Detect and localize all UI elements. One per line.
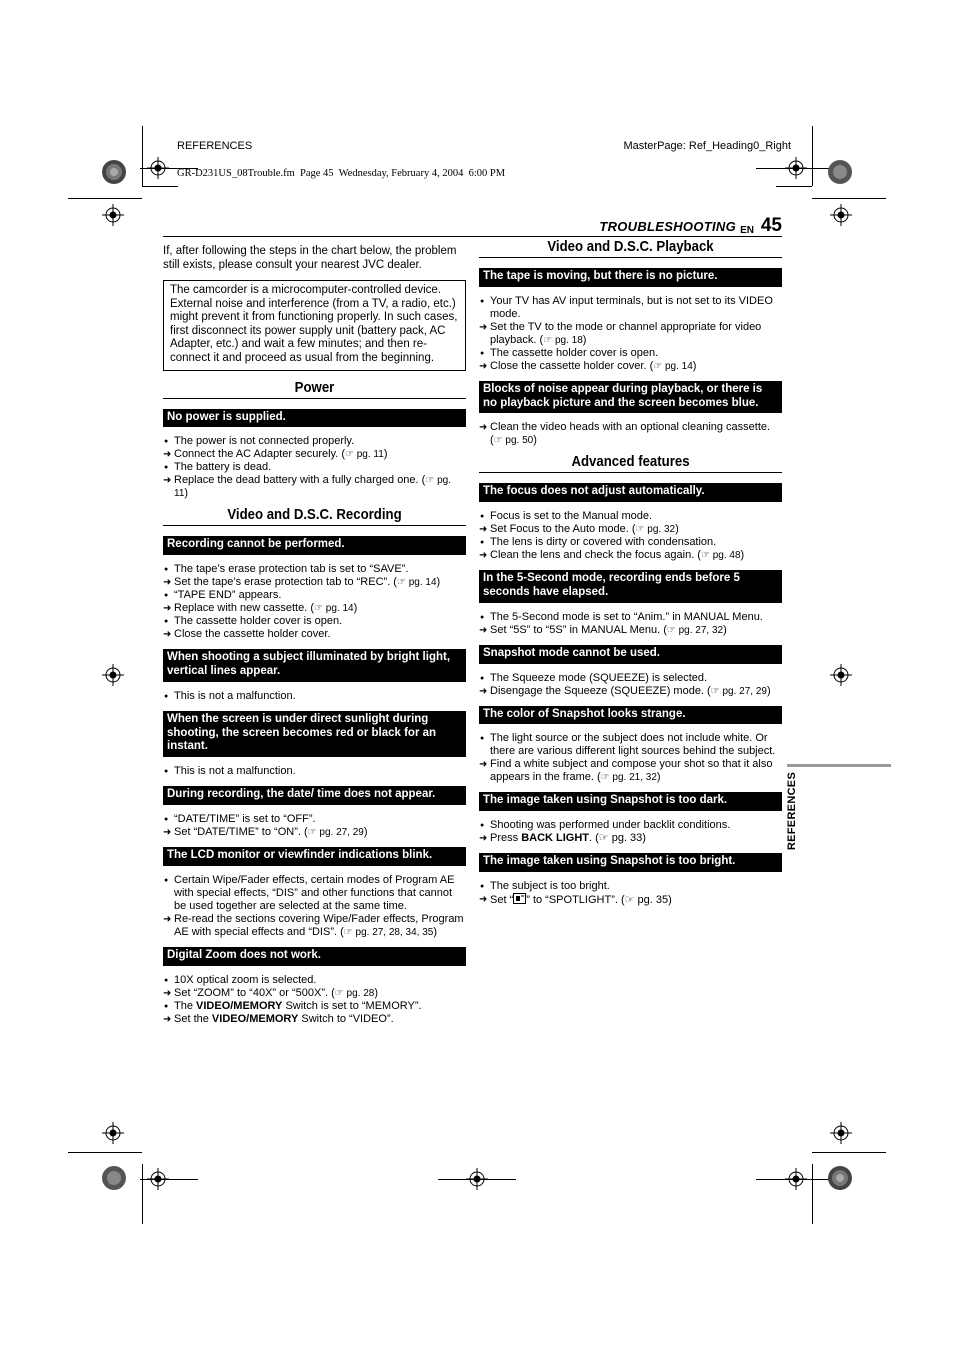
arrow-icon (479, 624, 490, 637)
language-label: EN (740, 225, 754, 236)
remedy-item (163, 602, 466, 615)
item-text: Set “ (490, 893, 514, 906)
header-left-label: REFERENCES (177, 140, 253, 152)
remedy-item (479, 685, 782, 698)
color-rosette-icon (102, 1166, 126, 1190)
left-column (163, 244, 466, 1034)
item-text: 10X optical zoom is selected. (174, 973, 317, 986)
bullet-icon (163, 974, 174, 988)
item-text-after: ) (533, 434, 537, 447)
cause-item (479, 819, 782, 832)
bullet-icon (479, 880, 490, 894)
registration-mark-icon (830, 204, 852, 226)
problem-list (163, 690, 466, 703)
item-text: The cassette holder cover is open. (174, 615, 343, 628)
page-reference: ☞ pg. 14 (653, 360, 693, 372)
registration-mark-icon (785, 157, 807, 179)
arrow-icon (163, 448, 174, 461)
registration-mark-icon (785, 1168, 807, 1190)
item-text: Replace with new cassette. ( (174, 602, 315, 615)
item-text: Set the tape’s erase protection tab to “REC”. ( (174, 576, 397, 589)
cause-item (479, 536, 782, 549)
bullet-icon (479, 819, 490, 833)
cause-item (163, 461, 466, 474)
problem-heading: The LCD monitor or viewfinder indications blink. (163, 847, 466, 866)
color-rosette-icon (102, 160, 126, 184)
item-text: The battery is dead. (174, 461, 272, 474)
problem-list (163, 813, 466, 839)
item-text-after: ) (353, 602, 358, 615)
item-text: Set “ZOOM” to “40X” or “500X”. ( (174, 986, 335, 999)
arrow-icon (163, 576, 174, 589)
item-text: Re-read the sections covering Wipe/Fader effects, Program AE with special effects and “DIS”. ( (174, 912, 464, 938)
item-text: The power is not connected properly. (174, 435, 355, 448)
page-reference: ☞ pg. 27, 32 (666, 624, 724, 636)
remedy-item (479, 360, 782, 373)
section-title: Power (294, 378, 335, 396)
item-text: Shooting was performed under backlit conditions. (490, 819, 731, 832)
bullet-icon (479, 295, 490, 309)
bullet-icon (479, 510, 490, 524)
remedy-item (479, 624, 782, 637)
arrow-icon (163, 474, 174, 487)
item-text: Clean the lens and check the focus again. ( (490, 549, 701, 562)
problem-heading: The image taken using Snapshot is too dark. (479, 792, 782, 811)
remedy-item (479, 893, 782, 907)
section-heading (163, 508, 466, 526)
cause-item (479, 880, 782, 893)
arrow-icon (479, 421, 490, 434)
item-text-after: ) (436, 576, 441, 589)
color-rosette-icon (828, 160, 852, 184)
bullet-icon (479, 672, 490, 686)
problem-heading: The focus does not adjust automatically. (479, 483, 782, 502)
header-right-label: MasterPage: Ref_Heading0_Right (623, 140, 791, 152)
section-title: TROUBLESHOOTING (599, 219, 736, 234)
problem-list (479, 732, 782, 784)
cause-item (479, 347, 782, 360)
section-title: Video and D.S.C. Playback (547, 238, 714, 255)
page-reference: ☞ pg. 32 (635, 524, 676, 536)
item-text-after: ) (383, 448, 388, 461)
item-text-after: Switch is set to “MEMORY”. (282, 999, 422, 1012)
problem-heading: Snapshot mode cannot be used. (479, 645, 782, 664)
page-reference: ☞ pg. 27, 28, 34, 35 (343, 926, 434, 938)
bullet-icon (163, 690, 174, 704)
item-text: Your TV has AV input terminals, but is not set to its VIDEO mode. (490, 294, 773, 320)
right-sections (479, 240, 782, 907)
left-sections (163, 378, 466, 1026)
problem-list (479, 510, 782, 562)
item-text: The 5-Second mode is set to “Anim.” in MANUAL Menu. (490, 610, 763, 623)
page-reference: ☞ pg. 48 (700, 550, 741, 562)
cause-item (479, 732, 782, 758)
item-text: The cassette holder cover is open. (490, 346, 659, 359)
arrow-icon (163, 913, 174, 926)
item-text-after: ) (675, 523, 679, 536)
side-tab-bar (787, 764, 891, 767)
remedy-item (163, 1013, 466, 1026)
cause-item (479, 510, 782, 523)
remedy-item (163, 474, 466, 500)
problem-list (479, 819, 782, 845)
arrow-icon (163, 826, 174, 839)
arrow-icon (479, 832, 490, 845)
remedy-item (163, 987, 466, 1000)
problem-list (163, 435, 466, 500)
problem-list (479, 295, 782, 373)
arrow-icon (479, 549, 490, 562)
page-reference: ☞ pg. 28 (334, 987, 375, 999)
page-reference: ☞ pg. 50 (493, 435, 534, 447)
item-bold-text: BACK LIGHT (521, 832, 590, 845)
item-text: “DATE/TIME” is set to “OFF”. (174, 812, 316, 825)
arrow-icon (479, 321, 490, 334)
item-text: Set “5S” to “5S” in MANUAL Menu. ( (490, 623, 667, 636)
item-text: Connect the AC Adapter securely. ( (174, 448, 345, 461)
item-text: Disengage the Squeeze (SQUEEZE) mode. ( (490, 684, 711, 697)
cause-item (163, 1000, 466, 1013)
bullet-icon (163, 563, 174, 577)
problem-list (479, 421, 782, 447)
framemaker-line: GR-D231US_08Trouble.fm Page 45 Wednesday, February 4, 2004 6:00 PM (177, 168, 506, 179)
remedy-item (163, 826, 466, 839)
remedy-item (163, 576, 466, 589)
page-reference: ☞ pg. 27, 29 (307, 826, 364, 838)
registration-mark-icon (466, 1168, 488, 1190)
problem-list (163, 874, 466, 939)
right-column (479, 240, 782, 915)
bullet-icon (163, 589, 174, 603)
arrow-icon (479, 523, 490, 536)
item-text: Find a white subject and compose your shot so that it also appears in the frame. ( (490, 758, 773, 784)
page-reference: ☞ pg. 14 (396, 577, 437, 589)
item-text-after: ) (374, 986, 378, 999)
problem-heading: Recording cannot be performed. (163, 536, 466, 555)
item-text: The subject is too bright. (490, 879, 610, 892)
problem-list (479, 880, 782, 907)
item-text: This is not a malfunction. (174, 765, 296, 778)
bullet-icon (479, 611, 490, 625)
section-heading (479, 240, 782, 258)
problem-heading: The tape is moving, but there is no picture. (479, 268, 782, 287)
item-text-after: ) (363, 825, 368, 838)
item-text: Certain Wipe/Fader effects, certain modes of Program AE with special effects, “DIS” and other functions that cannot be used together are selected at the same time. (174, 873, 455, 912)
remedy-item (479, 549, 782, 562)
arrow-icon (479, 893, 490, 906)
color-rosette-icon (828, 1166, 852, 1190)
item-text: The Squeeze mode (SQUEEZE) is selected. (490, 671, 708, 684)
item-text: Close the cassette holder cover. ( (490, 359, 654, 372)
problem-list (479, 672, 782, 698)
cause-item (163, 589, 466, 602)
spotlight-mode-icon (513, 894, 526, 906)
remedy-item (163, 628, 466, 641)
item-text-after: ) (766, 684, 771, 697)
problem-list (163, 765, 466, 778)
remedy-item (163, 448, 466, 461)
problem-heading: When the screen is under direct sunlight during shooting, the screen becomes red or black for an instant. (163, 711, 466, 757)
item-text-after: ) (723, 623, 727, 636)
cause-item (163, 690, 466, 703)
item-text: “TAPE END” appears. (174, 589, 282, 602)
remedy-item (479, 421, 782, 447)
registration-mark-icon (102, 204, 124, 226)
remedy-item (479, 832, 782, 845)
page-reference: ☞ pg. 18 (543, 334, 583, 346)
bullet-icon (163, 1000, 174, 1014)
item-text-after: . (☞ pg. 33) (589, 832, 646, 845)
arrow-icon (479, 685, 490, 698)
item-text: Close the cassette holder cover. (174, 628, 331, 641)
problem-heading: During recording, the date/ time does not appear. (163, 786, 466, 805)
cause-item (479, 611, 782, 624)
cause-item (163, 435, 466, 448)
arrow-icon (479, 758, 490, 771)
item-text-after: ) (582, 333, 587, 346)
item-text: Replace the dead battery with a fully charged one. ( (174, 474, 426, 487)
registration-mark-icon (147, 1168, 169, 1190)
intro-paragraph: If, after following the steps in the chart below, the problem still exists, please consult your nearest JVC dealer. (163, 245, 457, 271)
cause-item (163, 874, 466, 913)
arrow-icon (163, 628, 174, 641)
item-text: Set the TV to the mode or channel appropriate for video playback. ( (490, 320, 762, 346)
registration-mark-icon (102, 1122, 124, 1144)
registration-mark-icon (830, 664, 852, 686)
bullet-icon (163, 874, 174, 888)
cause-item (163, 765, 466, 778)
cause-item (479, 295, 782, 321)
bullet-icon (479, 732, 490, 746)
page-reference: ☞ pg. 11 (345, 449, 384, 461)
note-box: The camcorder is a microcomputer-controlled device. External noise and interference (from a TV, a radio, etc.) might prevent it from functioning properly. In such cases, first disconnect its power supply unit (battery pack, AC Adapter, etc.) and wait a few minutes; and then re-connect it and proceed as usual from the beginning. (163, 280, 466, 371)
item-text: Set Focus to the Auto mode. ( (490, 523, 636, 536)
section-heading (479, 455, 782, 473)
bullet-icon (163, 813, 174, 827)
bullet-icon (163, 765, 174, 779)
bullet-icon (479, 536, 490, 550)
page-reference: ☞ pg. 11 (174, 475, 451, 500)
item-text-after: ) (656, 771, 661, 784)
item-text-after: ) (184, 487, 189, 500)
item-text-after: ” to “SPOTLIGHT”. (☞ pg. 35) (526, 893, 672, 906)
item-bold-text: VIDEO/MEMORY (196, 999, 283, 1012)
item-text: Set the (174, 1012, 212, 1025)
page-reference: ☞ pg. 21, 32 (600, 772, 657, 784)
cause-item (163, 615, 466, 628)
arrow-icon (479, 360, 490, 373)
item-text: Set “DATE/TIME” to “ON”. ( (174, 825, 308, 838)
section-title: Video and D.S.C. Recording (227, 506, 402, 524)
remedy-item (163, 913, 466, 939)
bullet-icon (479, 347, 490, 361)
problem-heading: No power is supplied. (163, 409, 466, 428)
arrow-icon (163, 987, 174, 1000)
problem-heading: In the 5-Second mode, recording ends before 5 seconds have elapsed. (479, 570, 782, 603)
page-number: 45 (760, 215, 782, 236)
item-text: Focus is set to the Manual mode. (490, 510, 653, 523)
bullet-icon (163, 435, 174, 449)
item-text: The light source or the subject does not include white. Or there are various different light sources behind the subject. (490, 732, 776, 758)
cause-item (163, 813, 466, 826)
item-text: The (174, 999, 197, 1012)
remedy-item (479, 523, 782, 536)
problem-heading: The image taken using Snapshot is too bright. (479, 853, 782, 872)
bullet-icon (163, 461, 174, 475)
page-reference: ☞ pg. 14 (314, 603, 354, 615)
bullet-icon (163, 615, 174, 629)
item-text: Press (490, 832, 522, 845)
page-title-bar (163, 214, 782, 237)
item-text-after: ) (740, 549, 745, 562)
item-text: The tape’s erase protection tab is set to “SAVE”. (174, 563, 409, 576)
registration-mark-icon (102, 664, 124, 686)
problem-list (479, 611, 782, 637)
problem-heading: Digital Zoom does not work. (163, 947, 466, 966)
registration-mark-icon (147, 157, 169, 179)
cause-item (163, 563, 466, 576)
remedy-item (479, 321, 782, 347)
item-text: This is not a malfunction. (174, 689, 296, 702)
cause-item (479, 672, 782, 685)
registration-mark-icon (830, 1122, 852, 1144)
item-text-after: Switch to “VIDEO”. (298, 1012, 394, 1025)
item-text-after: ) (692, 359, 697, 372)
cause-item (163, 974, 466, 987)
section-heading (163, 378, 466, 399)
problem-heading: The color of Snapshot looks strange. (479, 706, 782, 725)
item-bold-text: VIDEO/MEMORY (211, 1012, 299, 1025)
arrow-icon (163, 1013, 174, 1026)
problem-heading: Blocks of noise appear during playback, or there is no playback picture and the screen becomes blue. (479, 381, 782, 414)
problem-list (163, 563, 466, 641)
arrow-icon (163, 602, 174, 615)
problem-list (163, 974, 466, 1026)
remedy-item (479, 758, 782, 784)
section-title: Advanced features (571, 453, 690, 471)
item-text: Clean the video heads with an optional cleaning cassette. ( (490, 421, 771, 447)
problem-heading: When shooting a subject illuminated by bright light, vertical lines appear. (163, 649, 466, 682)
side-tab-label: REFERENCES (786, 771, 798, 851)
page-reference: ☞ pg. 27, 29 (710, 685, 767, 697)
item-text: The lens is dirty or covered with condensation. (490, 536, 717, 549)
item-text-after: ) (433, 925, 438, 938)
